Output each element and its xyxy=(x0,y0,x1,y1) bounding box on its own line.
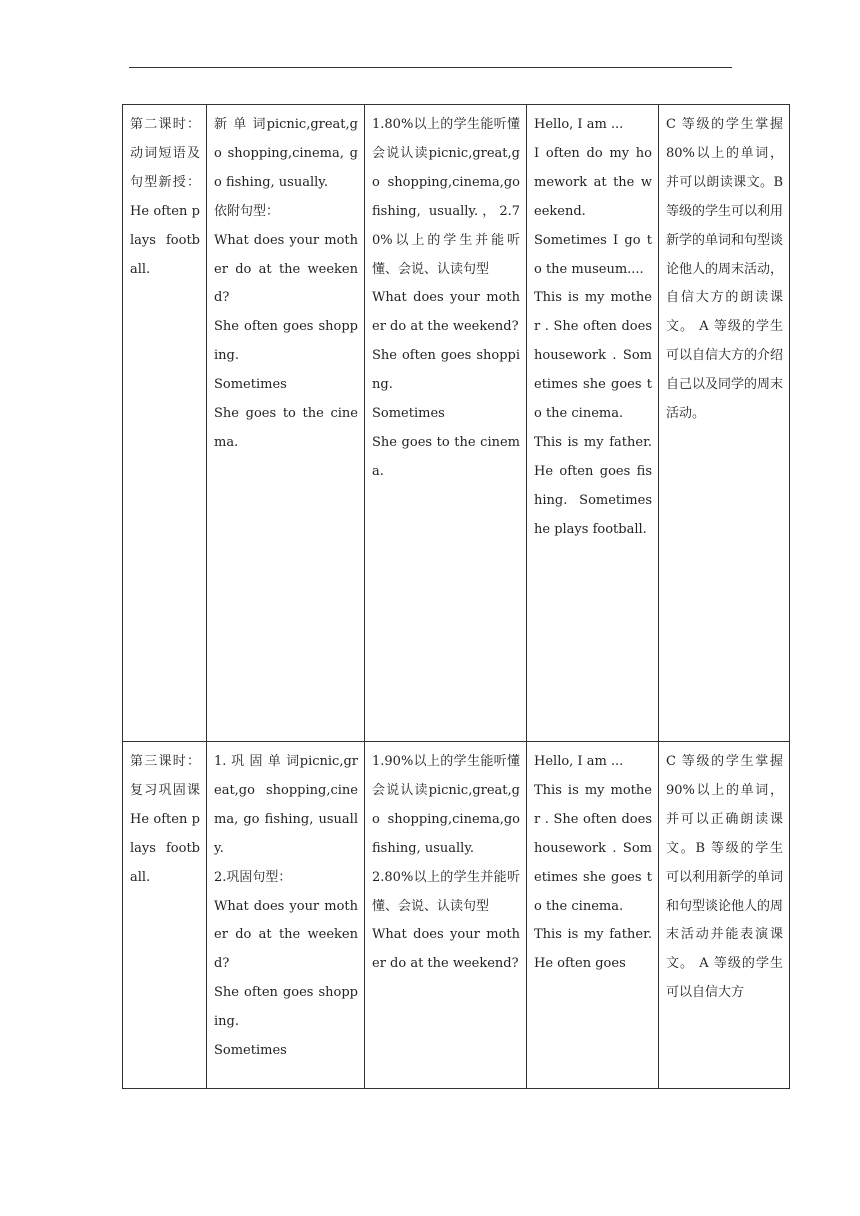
lesson-title: 第二课时：动词短语及句型新授：He often plays football. xyxy=(130,117,200,277)
content-line: She often goes shopping. xyxy=(214,985,358,1030)
content-line: 新 单 词picnic,great,go shopping,cinema, go fishing, usually. xyxy=(214,117,358,190)
example-line: This is my father. He often goes xyxy=(534,927,652,972)
example-line: This is my father. He often goes fishing. Sometimes he plays football. xyxy=(534,434,652,537)
example-line: I often do my homework at the weekend. xyxy=(534,145,652,219)
content-line: She goes to the cinema. xyxy=(214,406,358,450)
content-line: 1. 巩 固 单 词picnic,great,go shopping,cinema, go fishing, usually. xyxy=(214,754,358,856)
example-line: This is my mother . She often does housework . Sometimes she goes to the cinema. xyxy=(534,290,652,422)
example-line: Hello, I am ... xyxy=(534,117,624,132)
content-line: Sometimes xyxy=(214,377,287,393)
content-line: 依附句型： xyxy=(214,203,280,219)
content-line: What does your mother do at the weekend? xyxy=(214,232,358,306)
assessment-text: C 等级的学生掌握 80%以上的单词，并可以朗读课文。B 等级的学生可以利用新学的单词和句型谈论他人的周末活动，自信大方的朗读课文。 A 等级的学生可以自信大方的介绍自己以及同学的周末活动。 xyxy=(666,117,784,422)
example-cell xyxy=(527,105,659,742)
header-rule xyxy=(129,67,732,68)
lesson-title-cell xyxy=(123,742,207,1089)
goals-line: 1.90%以上的学生能听懂会说认读picnic,great,go shopping,cinema,go fishing, usually. xyxy=(372,754,520,856)
assessment-text: C 等级的学生掌握 90%以上的单词，并可以正确朗读课文。B 等级的学生可以利用新学的单词和句型谈论他人的周末活动并能表演课文。 A 等级的学生可以自信大方 xyxy=(666,754,784,1001)
example-line: Sometimes I go to the museum.... xyxy=(534,232,652,277)
goals-cell xyxy=(365,742,527,1089)
lesson-title-cell xyxy=(123,105,207,742)
content-line: She often goes shopping. xyxy=(214,319,358,364)
goals-line: What does your mother do at the weekend? xyxy=(372,290,520,335)
goals-line: Sometimes xyxy=(372,406,445,422)
example-line: Hello, I am ... xyxy=(534,754,624,769)
goals-cell xyxy=(365,105,527,742)
lesson-plan-table xyxy=(122,104,790,1089)
content-line: Sometimes xyxy=(214,1043,287,1059)
assessment-cell xyxy=(659,105,790,742)
goals-line: What does your mother do at the weekend? xyxy=(372,927,520,972)
goals-line: She goes to the cinema. xyxy=(372,434,520,479)
content-cell xyxy=(207,742,365,1089)
lesson-title: 第三课时：复习巩固课 He often plays football. xyxy=(130,754,200,885)
goals-line: She often goes shopping. xyxy=(372,348,520,393)
content-line: What does your mother do at the weekend? xyxy=(214,898,358,972)
table-row xyxy=(123,742,790,1089)
table-row xyxy=(123,105,790,742)
content-cell xyxy=(207,105,365,742)
content-line: 2.巩固句型： xyxy=(214,869,292,885)
goals-line: 1.80%以上的学生能听懂会说认读picnic,great,go shopping,cinema,go fishing, usually.，2.70%以上的学生并能听懂、会说、认读句型 xyxy=(372,117,520,277)
example-line: This is my mother . She often does housework . Sometimes she goes to the cinema. xyxy=(534,782,652,914)
example-cell xyxy=(527,742,659,1089)
assessment-cell xyxy=(659,742,790,1089)
goals-line: 2.80%以上的学生并能听懂、会说、认读句型 xyxy=(372,869,520,914)
